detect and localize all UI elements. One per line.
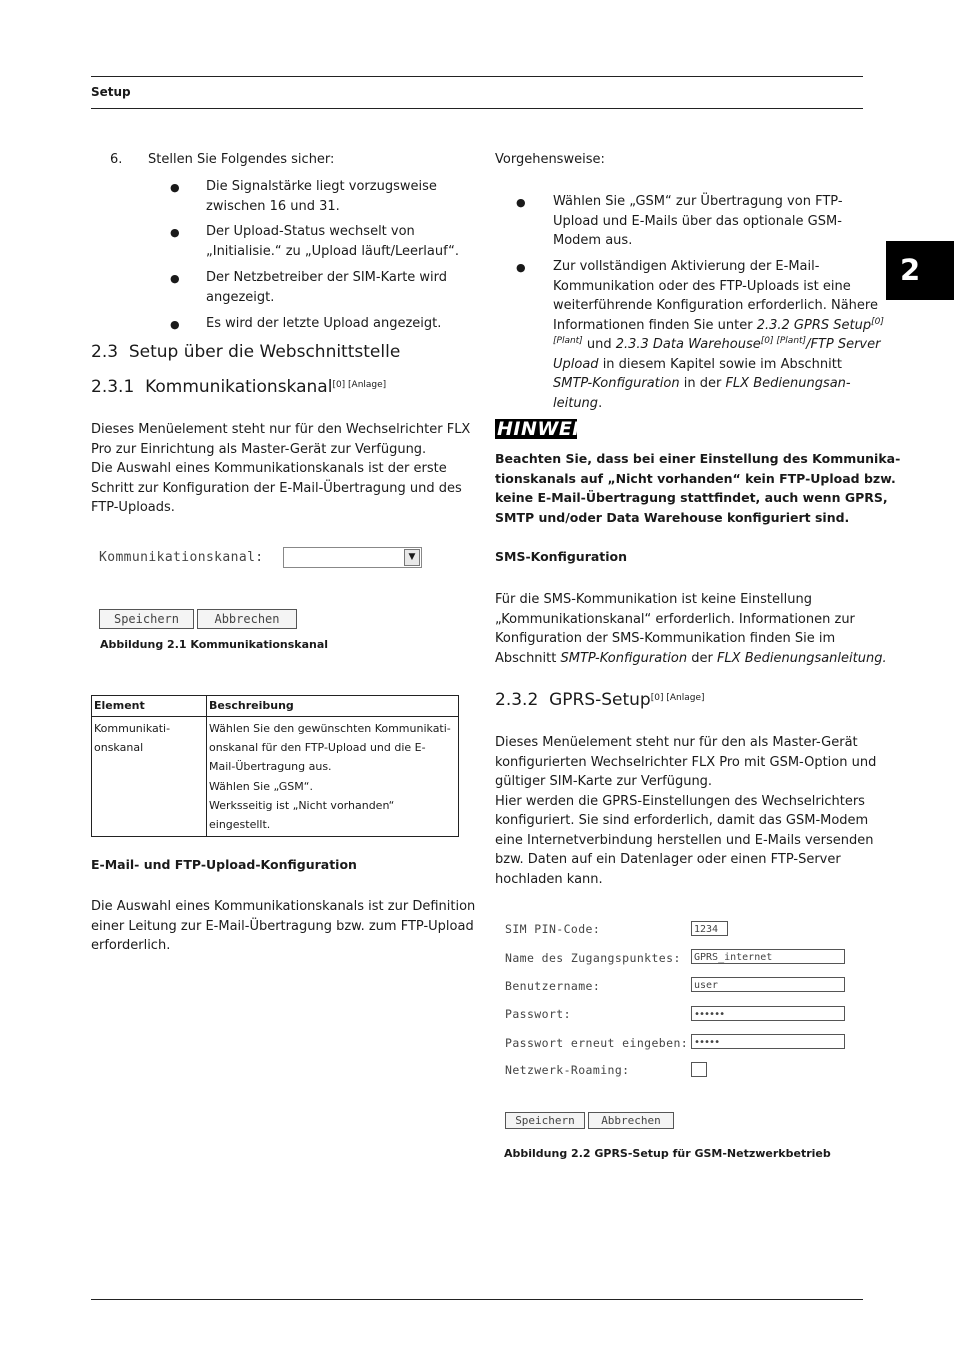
table-cell: Wählen Sie den gewünschten Kommunikati- onskanal für den FTP-Upload und die E- Mail-Übertragung aus. Wählen Sie „GSM“. Werksseitig ist „Nicht vorhanden“ eingestellt. bbox=[207, 717, 459, 837]
list-item: Die Signalstärke liegt vorzugsweise zwischen 16 und 31. bbox=[206, 179, 437, 214]
table-row bbox=[92, 717, 459, 837]
table-header-cell: Element bbox=[92, 696, 207, 717]
save-button[interactable]: Speichern bbox=[99, 609, 194, 629]
intro-paragraph: Dieses Menüelement steht nur für den Wechselrichter FLX Pro zur Einrichtung als Master-Gerät zur Verfügung. Die Auswahl eines Kommunikationskanals ist der erste Schritt zur Konfiguration der E-Mail-Übertragung und des FTP-Uploads. bbox=[91, 422, 471, 515]
bullet-dot: ● bbox=[516, 196, 526, 209]
subheading-email-ftp: E-Mail- und FTP-Upload-Konfiguration bbox=[91, 857, 357, 872]
step-text: Stellen Sie Folgendes sicher: bbox=[148, 152, 335, 167]
password-repeat-input[interactable]: ••••• bbox=[691, 1034, 845, 1049]
bullet-dot: ● bbox=[516, 261, 526, 274]
list-item: Der Upload-Status wechselt von „Initialisie.“ zu „Upload läuft/Leerlauf“. bbox=[206, 224, 459, 259]
procedure-label: Vorgehensweise: bbox=[495, 152, 605, 167]
username-label: Benutzername: bbox=[505, 979, 601, 993]
header-top-rule bbox=[91, 76, 863, 77]
hinweis-text: Beachten Sie, dass bei einer Einstellung des Kommunika- tionskanals auf „Nicht vorhanden“ kein FTP-Upload bzw. keine E-Mail-Übertragung stattfindet, auch wenn GPRS, SMTP und/oder Data Warehouse konfiguriert sind. bbox=[495, 451, 901, 525]
kommunikationskanal-label: Kommunikationskanal: bbox=[99, 550, 264, 565]
step-number: 6. bbox=[110, 152, 123, 167]
list-item: Wählen Sie „GSM“ zur Übertragung von FTP- Upload und E-Mails über das optionale GSM- Modem aus. bbox=[553, 194, 843, 248]
chapter-tab: 2 bbox=[886, 241, 954, 300]
hinweis-label: HINWEIS bbox=[497, 418, 595, 440]
bullet-dot: ● bbox=[170, 181, 180, 194]
sim-pin-input[interactable]: 1234 bbox=[691, 921, 728, 936]
roaming-label: Netzwerk-Roaming: bbox=[505, 1063, 630, 1077]
email-ftp-paragraph: Die Auswahl eines Kommunikationskanals ist zur Definition einer Leitung zur E-Mail-Übertragung bzw. zum FTP-Upload erforderlich. bbox=[91, 899, 476, 953]
footer-rule bbox=[91, 1299, 863, 1300]
chevron-down-icon[interactable]: ▼ bbox=[404, 549, 420, 566]
list-item: Zur vollständigen Aktivierung der E-Mail- Kommunikation oder des FTP-Uploads ist eine weiterführende Konfiguration erforderlich. Nähere Informationen finden Sie unter 2.3.2 GPRS Setup[0] [Plant] und 2.3.3 Data Warehouse[0] [Plant]/FTP Server Upload in diesem Kapitel sowie im Abschnitt SMTP-Konfiguration in der FLX Bedienungsan- leitung. bbox=[553, 259, 884, 411]
running-header: Setup bbox=[91, 85, 131, 99]
element-description-table bbox=[91, 695, 459, 837]
bullet-dot: ● bbox=[170, 272, 180, 285]
table-header-row bbox=[92, 696, 459, 717]
sms-paragraph: Für die SMS-Kommunikation ist keine Einstellung „Kommunikationskanal“ erforderlich. Informationen zur Konfiguration der SMS-Kommunikation finden Sie im Abschnitt SMTP-Konfiguration der FLX Bedienungsanleitung. bbox=[495, 592, 887, 666]
table-header-cell: Beschreibung bbox=[207, 696, 459, 717]
password-repeat-label: Passwort erneut eingeben: bbox=[505, 1036, 689, 1050]
figure-caption: Abbildung 2.1 Kommunikationskanal bbox=[100, 638, 329, 651]
apn-input[interactable]: GPRS_internet bbox=[691, 949, 845, 964]
table-cell: Kommunikati- onskanal bbox=[92, 717, 207, 837]
bullet-dot: ● bbox=[170, 226, 180, 239]
save-button[interactable]: Speichern bbox=[505, 1112, 585, 1129]
header-bottom-rule bbox=[91, 108, 863, 109]
apn-label: Name des Zugangspunktes: bbox=[505, 951, 681, 965]
section-heading-2-3-2: 2.3.2 GPRS-Setup[0] [Anlage] bbox=[495, 690, 705, 710]
bullet-dot: ● bbox=[170, 318, 180, 331]
cancel-button[interactable]: Abbrechen bbox=[588, 1112, 674, 1129]
kommunikationskanal-select[interactable] bbox=[283, 547, 422, 568]
list-item: Der Netzbetreiber der SIM-Karte wird angezeigt. bbox=[206, 270, 448, 305]
cancel-button[interactable]: Abbrechen bbox=[197, 609, 297, 629]
section-heading-2-3: 2.3 Setup über die Webschnittstelle bbox=[91, 342, 401, 362]
roaming-checkbox[interactable] bbox=[691, 1062, 707, 1077]
list-item: Es wird der letzte Upload angezeigt. bbox=[206, 316, 442, 331]
gprs-paragraph: Dieses Menüelement steht nur für den als Master-Gerät konfigurierten Wechselrichter FLX Pro mit GSM-Option und gültiger SIM-Karte zur Verfügung. Hier werden die GPRS-Einstellungen des Wechselrichters konfiguriert. Sie sind erforderlich, damit das GSM-Modem eine Internetverbindung herstellen und E-Mails versenden bzw. Daten auf ein Datenlager oder einen FTP-Server hochladen kann. bbox=[495, 735, 877, 887]
section-heading-2-3-1: 2.3.1 Kommunikationskanal[0] [Anlage] bbox=[91, 377, 387, 397]
figure-caption: Abbildung 2.2 GPRS-Setup für GSM-Netzwerkbetrieb bbox=[504, 1147, 831, 1160]
username-input[interactable]: user bbox=[691, 977, 845, 992]
sim-pin-label: SIM PIN-Code: bbox=[505, 922, 601, 936]
password-input[interactable]: •••••• bbox=[691, 1006, 845, 1021]
subheading-sms: SMS-Konfiguration bbox=[495, 549, 628, 564]
password-label: Passwort: bbox=[505, 1007, 571, 1021]
